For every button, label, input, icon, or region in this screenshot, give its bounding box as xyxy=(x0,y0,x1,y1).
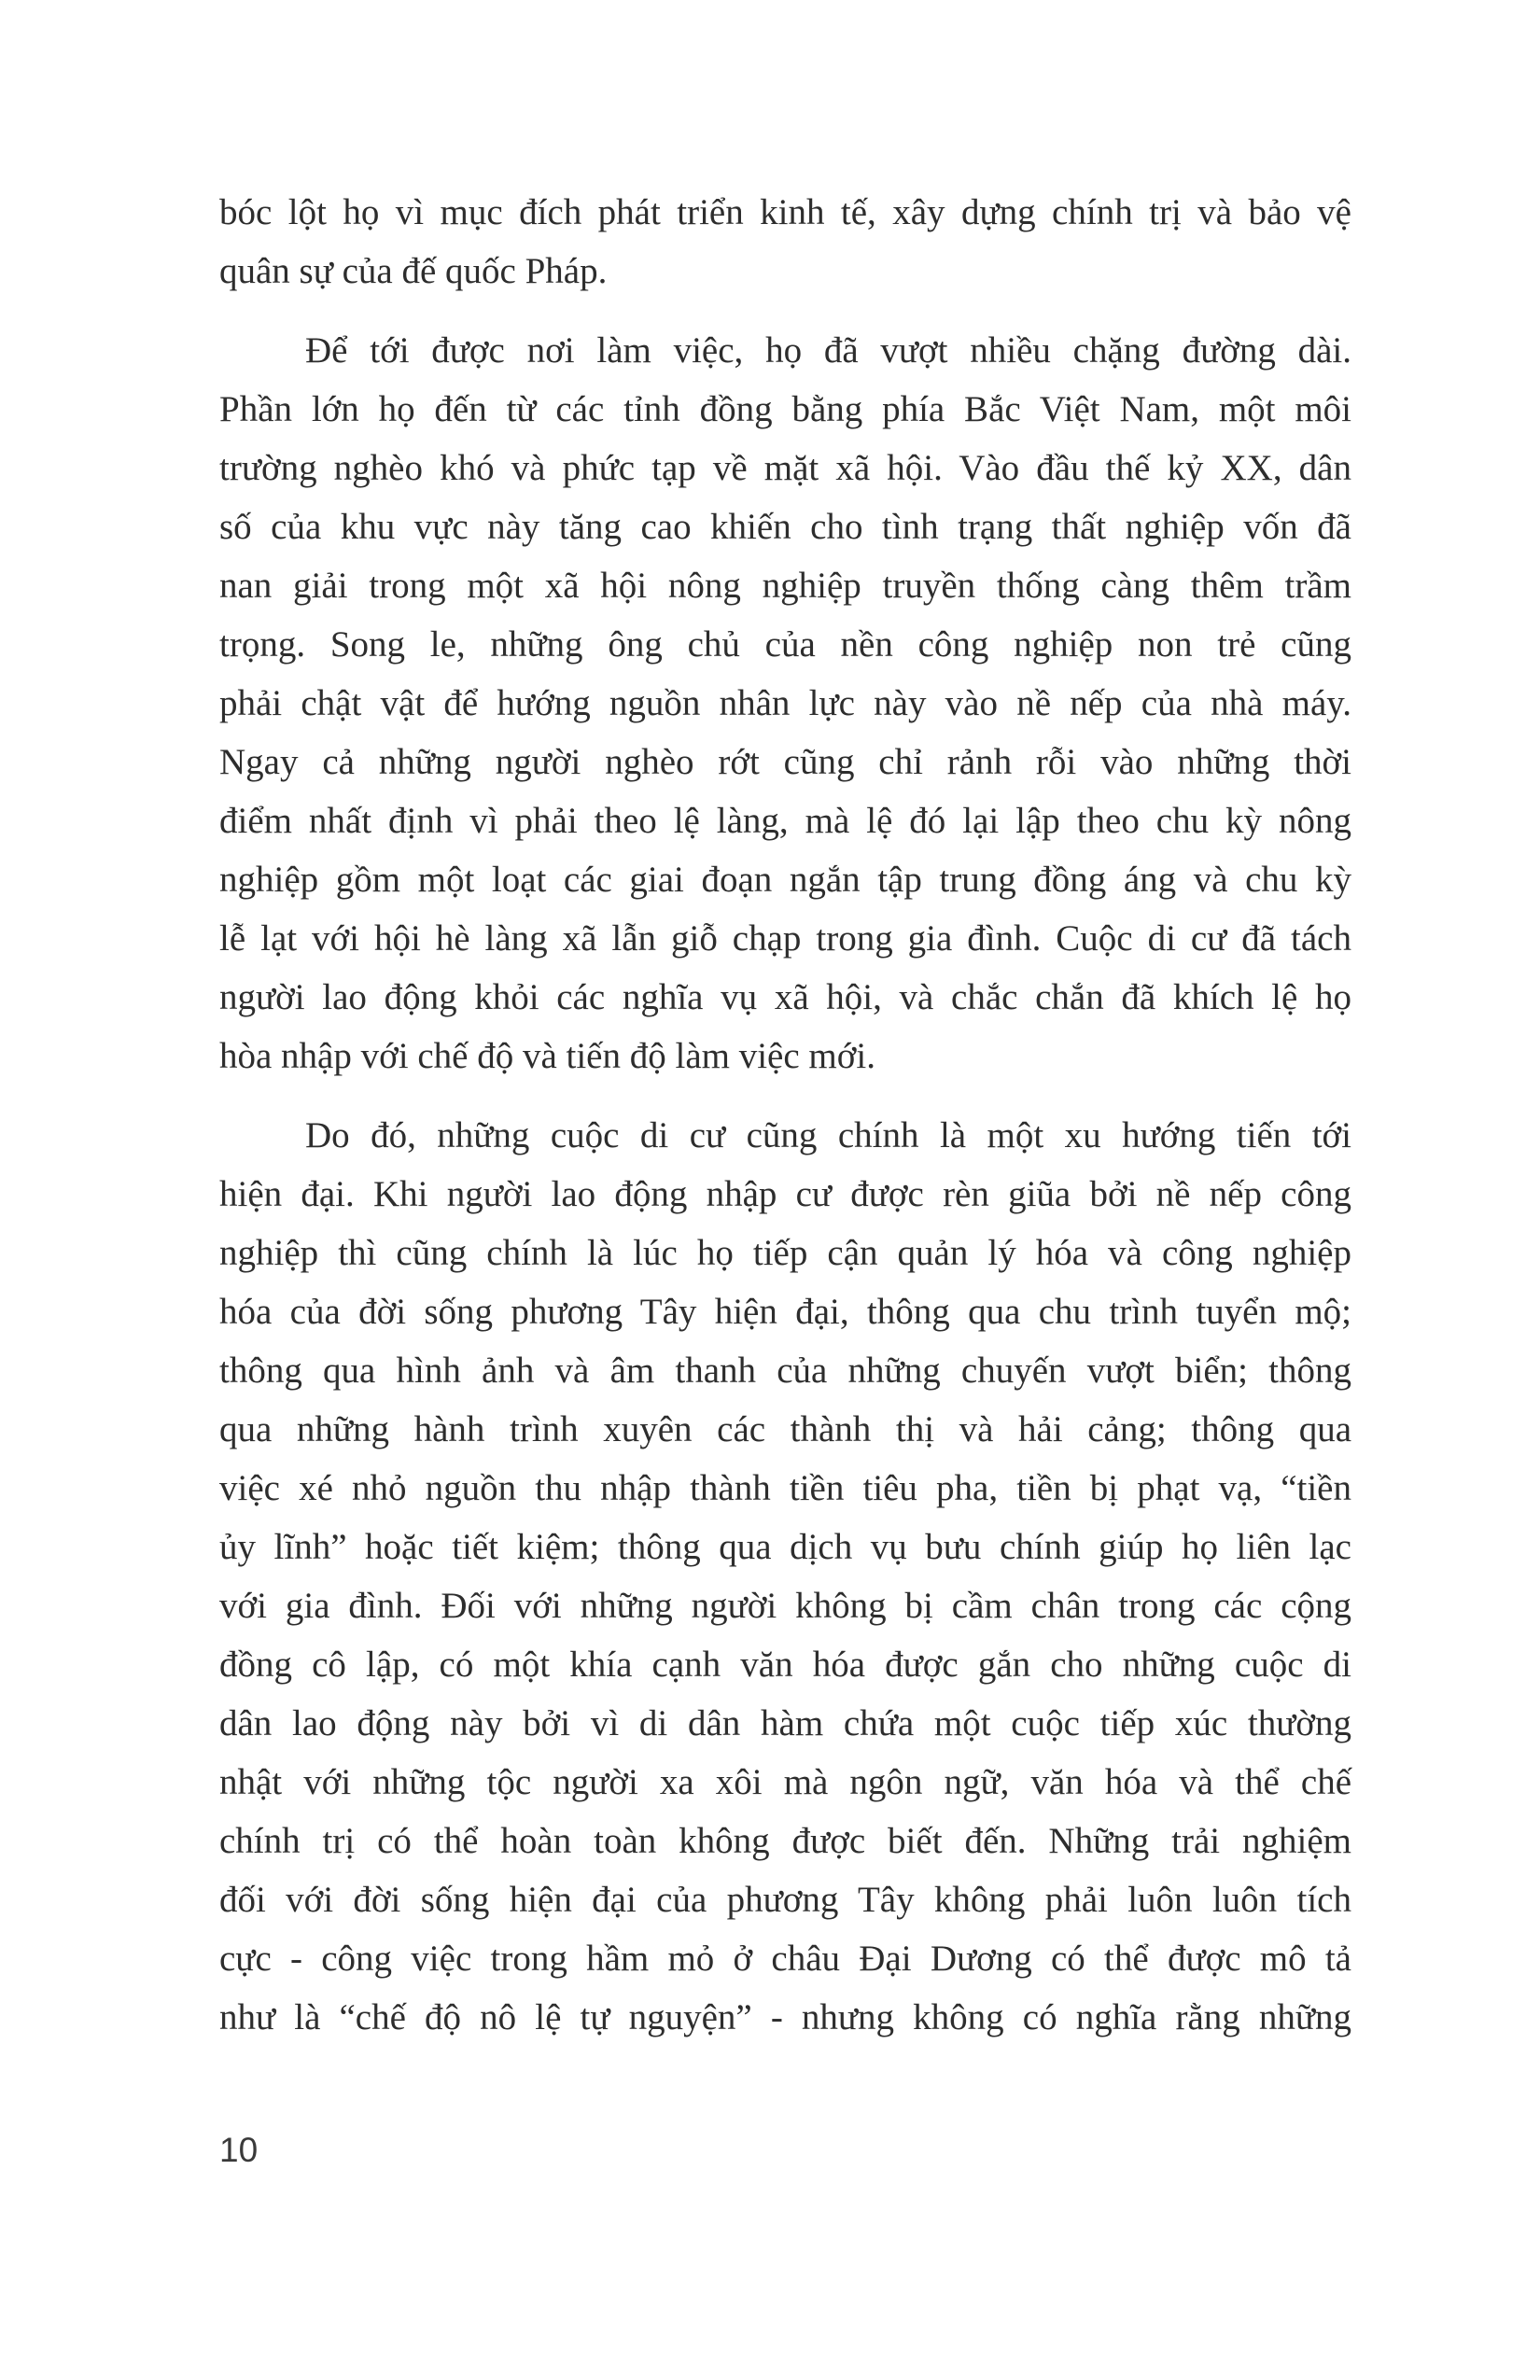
text-line: hóa của đời sống phương Tây hiện đại, thông qua chu trình tuyển mộ; xyxy=(219,1292,1351,1332)
text-line: Ngay cả những người nghèo rớt cũng chỉ rảnh rỗi vào những thời xyxy=(219,742,1351,782)
text-line: Để tới được nơi làm việc, họ đã vượt nhiều chặng đường dài. xyxy=(305,330,1351,371)
text-line: đối với đời sống hiện đại của phương Tây không phải luôn luôn tích xyxy=(219,1880,1351,1920)
paragraph-2 xyxy=(219,321,1351,1085)
paragraph-1 xyxy=(219,183,1351,301)
text-line: thông qua hình ảnh và âm thanh của những chuyến vượt biển; thông xyxy=(219,1351,1351,1391)
text-line: nghiệp thì cũng chính là lúc họ tiếp cận quản lý hóa và công nghiệp xyxy=(219,1233,1351,1273)
text-line: trọng. Song le, những ông chủ của nền công nghiệp non trẻ cũng xyxy=(219,624,1351,665)
text-line: nan giải trong một xã hội nông nghiệp truyền thống càng thêm trầm xyxy=(219,566,1351,606)
text-line: hiện đại. Khi người lao động nhập cư được rèn giũa bởi nề nếp công xyxy=(219,1174,1351,1214)
text-line: đồng cô lập, có một khía cạnh văn hóa được gắn cho những cuộc di xyxy=(219,1645,1351,1685)
page-number: 10 xyxy=(219,2131,259,2169)
text-line: với gia đình. Đối với những người không bị cầm chân trong các cộng xyxy=(219,1586,1351,1626)
text-line: ủy lĩnh” hoặc tiết kiệm; thông qua dịch vụ bưu chính giúp họ liên lạc xyxy=(219,1527,1351,1567)
text-line: quân sự của đế quốc Pháp. xyxy=(219,251,608,291)
text-line: nhật với những tộc người xa xôi mà ngôn ngữ, văn hóa và thể chế xyxy=(219,1762,1351,1802)
text-line: trường nghèo khó và phức tạp về mặt xã hội. Vào đầu thế kỷ XX, dân xyxy=(219,448,1351,488)
text-line: số của khu vực này tăng cao khiến cho tình trạng thất nghiệp vốn đã xyxy=(219,507,1351,547)
text-line: điểm nhất định vì phải theo lệ làng, mà lệ đó lại lập theo chu kỳ nông xyxy=(219,801,1351,841)
text-line: nghiệp gồm một loạt các giai đoạn ngắn tập trung đồng áng và chu kỳ xyxy=(219,860,1351,900)
text-line: người lao động khỏi các nghĩa vụ xã hội, và chắc chắn đã khích lệ họ xyxy=(219,977,1351,1017)
paragraph-3 xyxy=(219,1106,1351,2047)
text-line: Do đó, những cuộc di cư cũng chính là một xu hướng tiến tới xyxy=(305,1115,1351,1155)
text-line: chính trị có thể hoàn toàn không được biết đến. Những trải nghiệm xyxy=(219,1821,1351,1861)
text-line: cực - công việc trong hầm mỏ ở châu Đại Dương có thể được mô tả xyxy=(219,1939,1351,1979)
text-line: việc xé nhỏ nguồn thu nhập thành tiền tiêu pha, tiền bị phạt vạ, “tiền xyxy=(219,1468,1351,1508)
text-line: lễ lạt với hội hè làng xã lẫn giỗ chạp trong gia đình. Cuộc di cư đã tách xyxy=(219,918,1351,959)
text-line: qua những hành trình xuyên các thành thị và hải cảng; thông qua xyxy=(219,1409,1351,1449)
text-line: phải chật vật để hướng nguồn nhân lực này vào nề nếp của nhà máy. xyxy=(219,683,1351,723)
text-line: như là “chế độ nô lệ tự nguyện” - nhưng không có nghĩa rằng những xyxy=(219,1997,1351,2037)
text-line: Phần lớn họ đến từ các tỉnh đồng bằng phía Bắc Việt Nam, một môi xyxy=(219,389,1351,429)
text-line: hòa nhập với chế độ và tiến độ làm việc mới. xyxy=(219,1036,875,1076)
text-line: bóc lột họ vì mục đích phát triển kinh tế, xây dựng chính trị và bảo vệ xyxy=(219,192,1351,232)
body-text xyxy=(219,183,1351,2067)
text-line: dân lao động này bởi vì di dân hàm chứa một cuộc tiếp xúc thường xyxy=(219,1703,1351,1743)
